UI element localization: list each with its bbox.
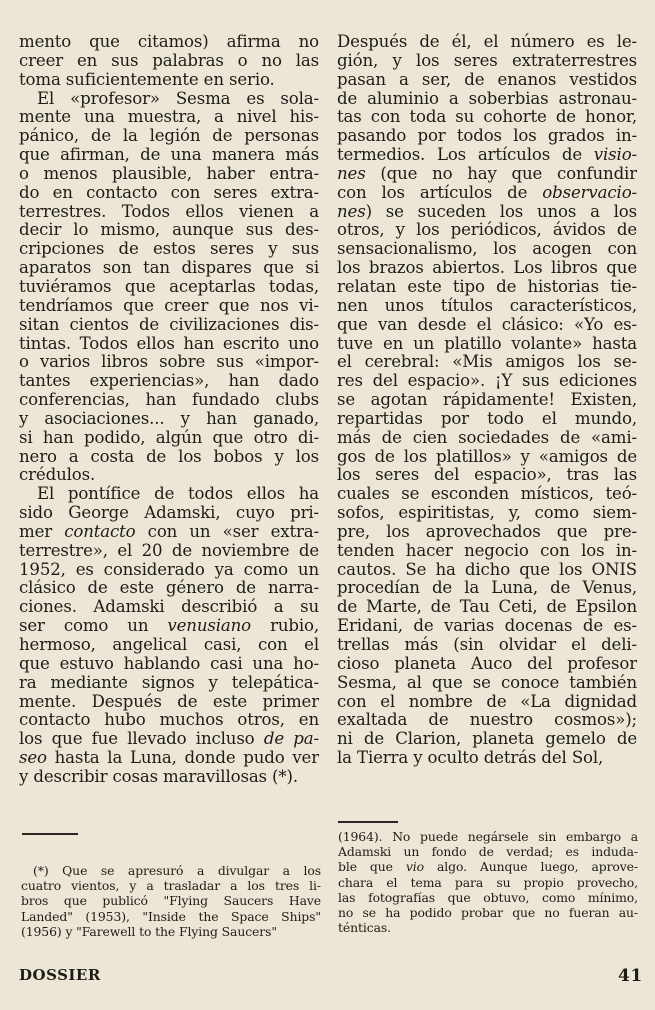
text-line bbox=[338, 859, 638, 874]
text-line bbox=[19, 33, 319, 52]
text-line bbox=[337, 127, 637, 146]
text-run: de aluminio a soberbias astronau- bbox=[337, 89, 637, 108]
text-line bbox=[19, 165, 319, 184]
text-run: más de cien sociedades de «ami- bbox=[337, 428, 637, 447]
text-line bbox=[337, 485, 637, 504]
text-run: con los artículos de bbox=[337, 183, 543, 202]
text-line bbox=[19, 71, 319, 90]
text-run: con el nombre de «La dignidad bbox=[337, 692, 637, 711]
text-line bbox=[19, 184, 319, 203]
text-line bbox=[21, 878, 321, 893]
text-line bbox=[19, 278, 319, 297]
text-line bbox=[337, 108, 637, 127]
text-line bbox=[338, 875, 638, 890]
text-run: cautos. Se ha dicho que los ONIS bbox=[337, 560, 637, 579]
text-run: ténticas. bbox=[338, 920, 391, 936]
italic-text-run: nes bbox=[337, 164, 366, 183]
text-line bbox=[337, 203, 637, 222]
italic-text-run: vio bbox=[405, 859, 424, 875]
text-run: cuatro vientos, y a trasladar a los tres li- bbox=[21, 878, 321, 894]
text-line bbox=[337, 52, 637, 71]
text-line bbox=[337, 165, 637, 184]
text-line bbox=[338, 844, 638, 859]
text-run: 1952, es considerado ya como un bbox=[19, 560, 319, 579]
text-line bbox=[19, 52, 319, 71]
text-run: (1964). No puede negársele sin embargo a bbox=[338, 829, 638, 844]
text-line bbox=[337, 240, 637, 259]
text-run: que van desde el clásico: «Yo es- bbox=[337, 315, 637, 334]
text-line bbox=[337, 542, 637, 561]
text-run: contacto hubo muchos otros, en bbox=[19, 711, 319, 730]
text-line bbox=[337, 730, 637, 749]
text-run: tintas. Todos ellos han escrito uno bbox=[19, 334, 319, 353]
text-line bbox=[337, 466, 637, 485]
text-line bbox=[337, 71, 637, 90]
footnote-separator-left bbox=[22, 833, 78, 835]
text-line bbox=[338, 890, 638, 905]
text-line bbox=[337, 655, 637, 674]
text-run: los brazos abiertos. Los libros que bbox=[337, 259, 637, 278]
text-line bbox=[19, 146, 319, 165]
text-run: trellas más (sin olvidar el deli- bbox=[337, 636, 637, 654]
text-line bbox=[19, 259, 319, 278]
text-line bbox=[19, 542, 319, 561]
text-run: procedían de la Luna, de Venus, bbox=[337, 579, 637, 598]
footnote-separator-right bbox=[338, 821, 398, 823]
text-run: que afirman, de una manera más bbox=[19, 146, 319, 165]
text-run: y describir cosas maravillosas (*). bbox=[19, 767, 298, 786]
text-line bbox=[337, 617, 637, 636]
text-line bbox=[19, 127, 319, 146]
footer-section-label: DOSSIER bbox=[19, 966, 101, 984]
text-run: aparatos son tan dispares que si bbox=[19, 259, 319, 278]
text-run: cuales se esconden místicos, teó- bbox=[337, 485, 637, 504]
text-line bbox=[337, 579, 637, 598]
text-run: sitan cientos de civilizaciones dis- bbox=[19, 315, 319, 334]
text-run: la Tierra y oculto detrás del Sol, bbox=[337, 749, 604, 768]
text-run: las fotografías que obtuvo, como mínimo, bbox=[338, 889, 638, 905]
text-run: terrestre», el 20 de noviembre de bbox=[19, 541, 319, 560]
text-line bbox=[19, 448, 319, 467]
text-line bbox=[19, 372, 319, 391]
italic-text-run: nes bbox=[337, 202, 366, 221]
text-run: ser como un bbox=[19, 617, 168, 636]
text-line bbox=[337, 636, 637, 655]
text-line bbox=[19, 768, 319, 787]
text-run: relatan este tipo de historias tie- bbox=[337, 277, 637, 296]
text-run: res del espacio». ¡Y sus ediciones bbox=[337, 372, 637, 391]
text-run: termedios. Los artículos de bbox=[337, 146, 594, 165]
text-line bbox=[19, 221, 319, 240]
text-line bbox=[337, 429, 637, 448]
italic-text-run: observacio- bbox=[542, 183, 637, 202]
text-run: o varios libros sobre sus «impor- bbox=[19, 353, 319, 372]
text-run: cripciones de estos seres y sus bbox=[19, 240, 319, 259]
text-line bbox=[19, 353, 319, 372]
text-line bbox=[19, 391, 319, 410]
text-run: tas con toda su cohorte de honor, bbox=[337, 108, 637, 127]
text-line bbox=[337, 278, 637, 297]
text-run: nero a costa de los bobos y los bbox=[19, 447, 319, 466]
text-line bbox=[21, 863, 321, 878]
text-run: do en contacto con seres extra- bbox=[19, 183, 319, 202]
text-line bbox=[337, 353, 637, 372]
text-line bbox=[19, 730, 319, 749]
text-run: Adamski un fondo de verdad; es induda- bbox=[338, 844, 638, 860]
text-run: El pontífice de todos ellos ha bbox=[37, 485, 319, 504]
text-run: clásico de este género de narra- bbox=[19, 579, 319, 598]
footnote-right bbox=[338, 829, 638, 935]
text-line bbox=[19, 297, 319, 316]
text-run: conferencias, han fundado clubs bbox=[19, 391, 319, 410]
text-run: tendríamos que creer que nos vi- bbox=[19, 296, 319, 315]
text-line bbox=[338, 905, 638, 920]
text-line bbox=[19, 410, 319, 429]
italic-text-run: seo bbox=[19, 749, 47, 768]
text-line bbox=[21, 893, 321, 908]
text-run: gión, y los seres extraterrestres bbox=[337, 51, 637, 70]
text-line bbox=[19, 636, 319, 655]
text-run: hasta la Luna, donde pudo ver bbox=[46, 749, 319, 768]
text-line bbox=[337, 674, 637, 693]
text-line bbox=[21, 924, 321, 939]
text-line bbox=[337, 711, 637, 730]
italic-text-run: contacto bbox=[64, 522, 136, 541]
text-line bbox=[337, 316, 637, 335]
text-run: mer bbox=[19, 522, 65, 541]
text-line bbox=[337, 297, 637, 316]
text-run: de Marte, de Tau Ceti, de Epsilon bbox=[337, 598, 637, 617]
text-run: sofos, espiritistas, y, como siem- bbox=[337, 504, 637, 523]
text-line bbox=[19, 203, 319, 222]
text-run: nen unos títulos característicos, bbox=[337, 296, 637, 315]
text-line bbox=[19, 617, 319, 636]
text-line bbox=[19, 711, 319, 730]
text-line bbox=[19, 561, 319, 580]
text-run: con un «ser extra- bbox=[135, 522, 319, 541]
text-run: tuve en un platillo volante» hasta bbox=[337, 334, 637, 353]
text-run: sensacionalismo, los acogen con bbox=[337, 240, 637, 259]
text-run: el cerebral: «Mis amigos los se- bbox=[337, 353, 637, 372]
text-run: se agotan rápidamente! Existen, bbox=[337, 391, 637, 410]
text-line bbox=[19, 655, 319, 674]
page-number: 41 bbox=[618, 966, 643, 986]
text-run: gos de los platillos» y «amigos de bbox=[337, 447, 637, 466]
text-run: que estuvo hablando casi una ho- bbox=[19, 654, 319, 673]
text-run: rubio, bbox=[251, 617, 319, 636]
footnote-left bbox=[21, 863, 321, 939]
italic-text-run: venusiano bbox=[167, 617, 252, 636]
text-run: hermoso, angelical casi, con el bbox=[19, 636, 319, 654]
right-column bbox=[337, 33, 637, 768]
text-line bbox=[337, 561, 637, 580]
text-run: otros, y los periódicos, ávidos de bbox=[337, 221, 637, 240]
text-run: Landed" (1953), "Inside the Space Ships" bbox=[21, 908, 321, 924]
text-run: si han podido, algún que otro di- bbox=[19, 428, 319, 447]
text-run: ni de Clarion, planeta gemelo de bbox=[337, 730, 637, 749]
text-line bbox=[19, 429, 319, 448]
text-line bbox=[337, 448, 637, 467]
text-line bbox=[337, 523, 637, 542]
text-run: algo. Aunque luego, aprove- bbox=[423, 859, 638, 875]
text-run: ciones. Adamski describió a su bbox=[19, 598, 319, 617]
text-run: pasan a ser, de enanos vestidos bbox=[337, 70, 637, 89]
text-run: ble que bbox=[338, 859, 406, 875]
text-line bbox=[19, 108, 319, 127]
text-run: crédulos. bbox=[19, 466, 96, 485]
text-run: (1956) y "Farewell to the Flying Saucers" bbox=[21, 923, 277, 939]
text-run: terrestres. Todos ellos vienen a bbox=[19, 202, 319, 221]
text-run: pre, los aprovechados que pre- bbox=[337, 522, 637, 541]
text-line bbox=[19, 579, 319, 598]
italic-text-run: visio- bbox=[593, 146, 637, 165]
text-run: tantes experiencias», han dado bbox=[19, 372, 319, 391]
text-line bbox=[337, 184, 637, 203]
text-run: Eridani, de varias docenas de es- bbox=[337, 617, 637, 636]
left-column bbox=[19, 33, 319, 787]
text-run: decir lo mismo, aunque sus des- bbox=[19, 221, 319, 240]
text-run: creer en sus palabras o no las bbox=[19, 51, 319, 70]
text-line bbox=[19, 504, 319, 523]
text-run: pánico, de la legión de personas bbox=[19, 127, 319, 146]
text-run: cioso planeta Auco del profesor bbox=[337, 654, 637, 673]
text-line bbox=[337, 259, 637, 278]
text-line bbox=[337, 391, 637, 410]
text-run: ra mediante signos y telepática- bbox=[19, 673, 319, 692]
text-line bbox=[337, 598, 637, 617]
text-run: sido George Adamski, cuyo pri- bbox=[19, 504, 319, 523]
text-line bbox=[337, 146, 637, 165]
text-line bbox=[19, 316, 319, 335]
text-line bbox=[337, 90, 637, 109]
text-line bbox=[338, 920, 638, 935]
text-line bbox=[21, 909, 321, 924]
italic-text-run: de pa- bbox=[263, 730, 319, 749]
text-line bbox=[19, 598, 319, 617]
text-run: pasando por todos los grados in- bbox=[337, 127, 637, 146]
text-line bbox=[19, 749, 319, 768]
text-run: tenden hacer negocio con los in- bbox=[337, 541, 637, 560]
text-line bbox=[19, 335, 319, 354]
text-line bbox=[19, 240, 319, 259]
text-line bbox=[338, 829, 638, 844]
text-line bbox=[337, 749, 637, 768]
text-run: chara el tema para su propio provecho, bbox=[338, 874, 638, 890]
text-line bbox=[19, 90, 319, 109]
text-run: ) se suceden los unos a los bbox=[365, 202, 637, 221]
text-run: Sesma, al que se conoce también bbox=[337, 673, 637, 692]
text-run: (que no hay que confundir bbox=[365, 164, 637, 183]
text-run: mente. Después de este primer bbox=[19, 692, 319, 711]
text-line bbox=[337, 504, 637, 523]
text-line bbox=[337, 410, 637, 429]
text-line bbox=[337, 372, 637, 391]
text-line bbox=[337, 693, 637, 712]
text-run: Después de él, el número es le- bbox=[337, 33, 637, 51]
text-line bbox=[337, 33, 637, 52]
text-run: bros que publicó "Flying Saucers Have bbox=[21, 893, 321, 909]
text-run: mento que citamos) afirma no bbox=[19, 33, 319, 51]
text-run: (*) Que se apresuró a divulgar a los bbox=[33, 863, 321, 878]
text-line bbox=[19, 485, 319, 504]
text-run: los seres del espacio», tras las bbox=[337, 466, 637, 485]
text-run: y asociaciones... y han ganado, bbox=[19, 409, 319, 428]
text-line bbox=[19, 466, 319, 485]
text-run: mente una muestra, a nivel his- bbox=[19, 108, 319, 127]
text-run: tuviéramos que aceptarlas todas, bbox=[19, 277, 319, 296]
text-line bbox=[337, 335, 637, 354]
text-run: exaltada de nuestro cosmos»); bbox=[337, 711, 637, 730]
text-line bbox=[19, 523, 319, 542]
text-run: no se ha podido probar que no fueran au- bbox=[338, 904, 638, 920]
text-line bbox=[19, 674, 319, 693]
text-run: o menos plausible, haber entra- bbox=[19, 164, 319, 183]
text-run: repartidas por todo el mundo, bbox=[337, 409, 637, 428]
text-line bbox=[337, 221, 637, 240]
text-run: toma suficientemente en serio. bbox=[19, 70, 275, 89]
text-run: los que fue llevado incluso bbox=[19, 730, 264, 749]
text-line bbox=[19, 693, 319, 712]
text-run: El «profesor» Sesma es sola- bbox=[37, 89, 319, 108]
